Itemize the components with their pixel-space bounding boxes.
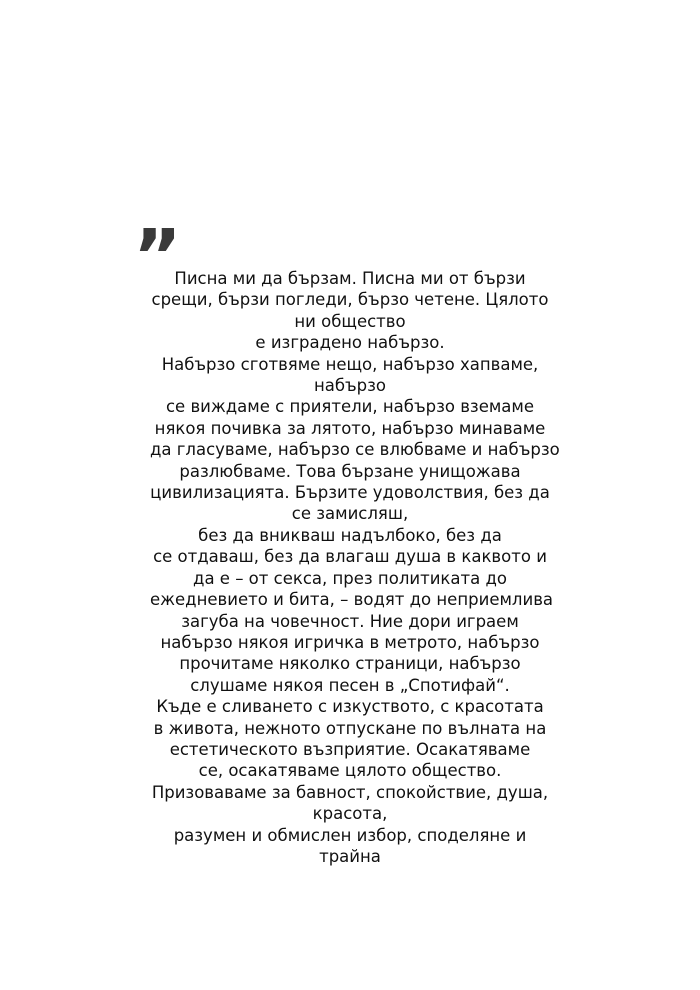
quote-text [150, 268, 560, 867]
text-line: да е – от секса, през политиката до [193, 568, 507, 588]
text-line: някоя почивка за лятото, набързо минаваме [154, 418, 546, 438]
text-line: прочитаме няколко страници, набързо [179, 654, 521, 674]
text-line: красота, [312, 804, 388, 824]
text-line: набързо [313, 376, 387, 396]
text-line: в живота, нежното отпускане по вълната на [153, 718, 547, 738]
text-line: ежедневието и бита, – водят до неприемлива [150, 590, 554, 610]
text-line: разумен и обмислен избор, споделяне и [173, 825, 527, 845]
text-line: цивилизацията. Бързите удоволствия, без да [150, 483, 550, 503]
text-line: загуба на човечност. Ние дори играем [181, 611, 519, 631]
text-line: естетическото възприятие. Осакатяваме [169, 739, 531, 759]
quotation-mark-icon: ” [133, 214, 176, 300]
text-line: без да вникваш надълбоко, без да [198, 525, 502, 545]
text-line: се замисляш, [291, 504, 409, 524]
text-line: Набързо сготвяме нещо, набързо хапваме, [161, 354, 539, 374]
text-line: разлюбваме. Това бързане унищожава [179, 461, 521, 481]
text-line: се отдаваш, без да влагаш душа в каквото и [153, 547, 547, 567]
text-line: ни общество [294, 311, 406, 331]
text-line: набързо някоя игричка в метрото, набързо [160, 632, 540, 652]
text-line: срещи, бързи погледи, бързо четене. Цялото [151, 290, 549, 310]
text-line: е изградено набързо. [255, 333, 445, 353]
text-line: се, осакатяваме цялото общество. [198, 761, 502, 781]
text-line: слушаме някоя песен в „Спотифай“. [190, 675, 510, 695]
text-line: Призоваваме за бавност, спокойствие, душа, [151, 782, 549, 802]
text-line: трайна [319, 846, 381, 866]
text-line: Къде е сливането с изкуството, с красотата [156, 697, 544, 717]
text-line: да гласуваме, набързо се влюбваме и набързо [150, 440, 560, 460]
text-line: Писна ми да бързам. Писна ми от бързи [174, 269, 526, 288]
text-line: се виждаме с приятели, набързо вземаме [165, 397, 535, 417]
